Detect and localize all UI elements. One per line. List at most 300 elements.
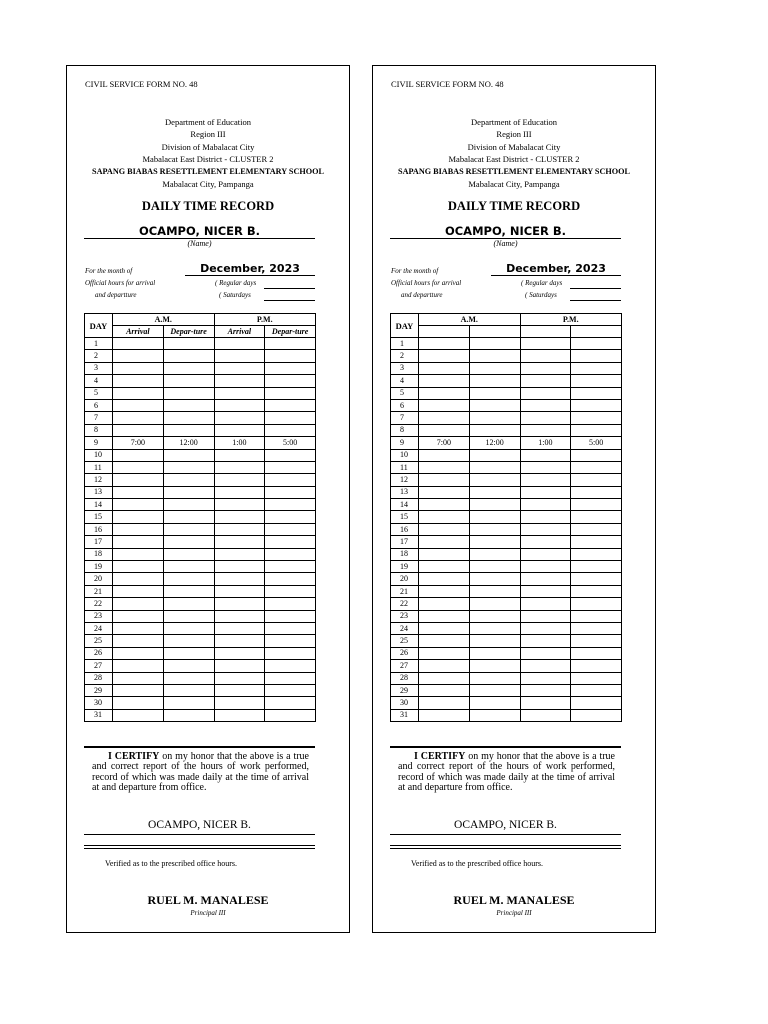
am-header: A.M.	[419, 314, 521, 326]
table-row	[391, 697, 622, 709]
am-arrival-cell	[419, 461, 470, 473]
table-row	[85, 474, 316, 486]
day-cell: 4	[85, 375, 113, 387]
pm-header: P.M.	[520, 314, 622, 326]
pm-departure-cell	[571, 610, 622, 622]
pm-departure-cell	[571, 424, 622, 436]
pm-arrival-cell	[520, 635, 571, 647]
table-row	[85, 511, 316, 523]
pm-departure-cell	[265, 511, 316, 523]
am-arrival-cell	[419, 523, 470, 535]
am-departure-cell	[469, 338, 520, 350]
day-cell: 4	[391, 375, 419, 387]
pm-arrival-cell	[520, 461, 571, 473]
day-cell: 27	[391, 660, 419, 672]
table-row	[85, 338, 316, 350]
am-departure-cell	[163, 399, 214, 411]
am-departure-cell	[469, 350, 520, 362]
pm-arrival-cell	[214, 412, 265, 424]
pm-arrival-cell	[214, 709, 265, 721]
day-cell: 6	[391, 399, 419, 411]
pm-arrival-cell	[520, 449, 571, 461]
day-cell: 22	[85, 598, 113, 610]
pm-arrival-cell	[214, 399, 265, 411]
pm-departure-cell	[265, 499, 316, 511]
am-departure-cell	[469, 709, 520, 721]
am-departure-cell	[469, 561, 520, 573]
pm-departure-cell	[265, 561, 316, 573]
day-cell: 2	[391, 350, 419, 362]
table-row	[85, 387, 316, 399]
am-arrival-cell	[419, 548, 470, 560]
pm-departure-cell	[265, 573, 316, 585]
verified-text: Verified as to the prescribed office hours.	[105, 859, 238, 868]
day-cell: 16	[85, 523, 113, 535]
am-arrival-cell	[419, 598, 470, 610]
header-block	[67, 116, 349, 190]
am-arrival-cell	[113, 375, 164, 387]
am-departure-cell	[163, 474, 214, 486]
pm-departure-cell	[265, 697, 316, 709]
pm-arrival-cell	[214, 362, 265, 374]
pm-departure-cell	[265, 362, 316, 374]
table-row	[85, 437, 316, 449]
am-departure-header: Depar-ture	[163, 326, 214, 338]
regular-days-label: ( Regular days	[521, 279, 563, 287]
pm-arrival-header: Arrival	[214, 326, 265, 338]
am-arrival-cell	[419, 511, 470, 523]
saturdays-field	[570, 300, 621, 301]
am-departure-cell	[469, 486, 520, 498]
am-departure-cell	[163, 499, 214, 511]
double-divider-bottom	[390, 848, 621, 849]
pm-departure-cell	[571, 375, 622, 387]
day-cell: 16	[391, 523, 419, 535]
am-departure-cell	[163, 536, 214, 548]
division-name: Division of Mabalacat City	[161, 141, 255, 152]
pm-departure-cell	[571, 660, 622, 672]
pm-arrival-cell	[520, 350, 571, 362]
day-header: DAY	[391, 314, 419, 338]
pm-arrival-cell	[214, 647, 265, 659]
pm-departure-cell	[571, 622, 622, 634]
am-departure-cell	[469, 449, 520, 461]
am-arrival-cell	[113, 697, 164, 709]
table-row	[391, 474, 622, 486]
table-row	[391, 536, 622, 548]
pm-arrival-cell	[520, 536, 571, 548]
form-number: CIVIL SERVICE FORM NO. 48	[85, 79, 198, 89]
am-departure-cell	[469, 511, 520, 523]
am-header: A.M.	[113, 314, 215, 326]
pm-arrival-cell	[214, 338, 265, 350]
employee-name: OCAMPO, NICER B.	[84, 224, 315, 239]
am-departure-cell	[469, 610, 520, 622]
pm-arrival-cell	[520, 362, 571, 374]
table-row	[85, 660, 316, 672]
table-row	[391, 523, 622, 535]
pm-arrival-cell	[520, 660, 571, 672]
am-departure-cell	[469, 424, 520, 436]
verified-text: Verified as to the prescribed office hours.	[411, 859, 544, 868]
pm-departure-cell	[265, 387, 316, 399]
am-departure-cell	[469, 399, 520, 411]
pm-arrival-cell	[520, 622, 571, 634]
pm-departure-cell	[571, 684, 622, 696]
pm-arrival-cell	[214, 684, 265, 696]
pm-arrival-cell	[214, 697, 265, 709]
am-arrival-cell	[113, 660, 164, 672]
day-cell: 21	[85, 585, 113, 597]
saturdays-field	[264, 300, 315, 301]
pm-arrival-cell	[214, 635, 265, 647]
employee-signature-name: OCAMPO, NICER B.	[148, 819, 251, 831]
am-departure-cell	[163, 660, 214, 672]
day-cell: 18	[85, 548, 113, 560]
day-cell: 9	[391, 437, 419, 449]
pm-arrival-cell	[520, 709, 571, 721]
table-row	[391, 635, 622, 647]
principal-name: RUEL M. MANALESE	[147, 893, 269, 907]
table-row	[391, 709, 622, 721]
pm-departure-cell	[265, 412, 316, 424]
table-row	[85, 561, 316, 573]
pm-departure-cell	[571, 672, 622, 684]
principal-title: Principal III	[190, 909, 226, 917]
pm-arrival-cell	[520, 585, 571, 597]
table-row	[391, 499, 622, 511]
header-block	[373, 116, 655, 190]
certify-divider	[390, 746, 621, 748]
table-row	[391, 672, 622, 684]
region-name: Region III	[190, 129, 226, 140]
table-row	[391, 461, 622, 473]
table-row	[85, 585, 316, 597]
pm-departure-cell: 5:00	[571, 437, 622, 449]
day-cell: 30	[85, 697, 113, 709]
day-cell: 22	[391, 598, 419, 610]
am-departure-cell	[163, 598, 214, 610]
am-departure-cell	[163, 548, 214, 560]
am-arrival-cell	[113, 709, 164, 721]
am-arrival-cell	[113, 511, 164, 523]
pm-departure-cell	[571, 585, 622, 597]
am-arrival-cell	[419, 684, 470, 696]
pm-arrival-cell	[520, 412, 571, 424]
day-cell: 19	[391, 561, 419, 573]
pm-departure-cell	[265, 709, 316, 721]
pm-arrival-cell	[214, 387, 265, 399]
principal-name: RUEL M. MANALESE	[453, 893, 575, 907]
table-row	[391, 622, 622, 634]
saturdays-label: ( Saturdays	[525, 291, 557, 299]
pm-arrival-cell	[520, 523, 571, 535]
table-row	[85, 610, 316, 622]
am-arrival-cell	[419, 635, 470, 647]
table-row	[391, 449, 622, 461]
day-cell: 8	[391, 424, 419, 436]
am-arrival-cell	[419, 486, 470, 498]
am-arrival-cell	[113, 622, 164, 634]
pm-arrival-cell	[214, 511, 265, 523]
region-name: Region III	[496, 129, 532, 140]
day-cell: 12	[391, 474, 419, 486]
pm-departure-cell	[571, 536, 622, 548]
am-departure-cell	[163, 610, 214, 622]
am-arrival-cell	[113, 672, 164, 684]
day-cell: 1	[85, 338, 113, 350]
pm-arrival-cell	[520, 573, 571, 585]
pm-departure-cell	[265, 449, 316, 461]
pm-departure-cell	[571, 338, 622, 350]
form-title: DAILY TIME RECORD	[141, 199, 275, 213]
am-arrival-cell	[113, 449, 164, 461]
table-row	[391, 399, 622, 411]
am-departure-cell	[469, 598, 520, 610]
saturdays-label: ( Saturdays	[219, 291, 251, 299]
pm-departure-cell	[571, 598, 622, 610]
pm-arrival-cell	[214, 375, 265, 387]
day-cell: 24	[391, 622, 419, 634]
pm-departure-cell	[571, 511, 622, 523]
pm-departure-header	[571, 326, 622, 338]
day-cell: 19	[85, 561, 113, 573]
regular-days-field	[264, 288, 315, 289]
pm-arrival-cell	[214, 461, 265, 473]
pm-arrival-cell	[520, 474, 571, 486]
day-cell: 29	[85, 684, 113, 696]
day-cell: 28	[85, 672, 113, 684]
am-arrival-cell	[113, 573, 164, 585]
am-arrival-cell	[419, 573, 470, 585]
pm-departure-cell	[265, 350, 316, 362]
day-cell: 10	[391, 449, 419, 461]
name-caption: (Name)	[493, 239, 518, 248]
month-value: December, 2023	[185, 262, 315, 276]
department-name: Department of Education	[471, 117, 557, 127]
pm-arrival-cell	[214, 672, 265, 684]
table-row	[85, 412, 316, 424]
am-departure-cell	[469, 412, 520, 424]
am-departure-cell	[163, 585, 214, 597]
am-arrival-cell	[113, 362, 164, 374]
dtr-form-2	[372, 65, 656, 933]
pm-arrival-cell	[520, 424, 571, 436]
table-row	[85, 523, 316, 535]
table-row	[85, 548, 316, 560]
am-departure-cell	[163, 709, 214, 721]
am-departure-cell	[469, 660, 520, 672]
table-row	[391, 598, 622, 610]
am-arrival-cell	[113, 412, 164, 424]
pm-departure-cell	[571, 561, 622, 573]
am-arrival-cell	[419, 412, 470, 424]
pm-header: P.M.	[214, 314, 316, 326]
dtr-form-1	[66, 65, 350, 933]
day-cell: 31	[391, 709, 419, 721]
am-departure-cell	[163, 461, 214, 473]
day-cell: 23	[391, 610, 419, 622]
am-departure-header	[469, 326, 520, 338]
employee-signature-name: OCAMPO, NICER B.	[454, 819, 557, 831]
pm-departure-cell	[265, 338, 316, 350]
day-cell: 3	[391, 362, 419, 374]
pm-departure-cell	[571, 548, 622, 560]
table-row	[85, 350, 316, 362]
certify-body: on my honor that the above is a true and correct report of the hours of work performed, record of which was made daily at the time of arrival at and departure from office.	[92, 751, 309, 794]
pm-arrival-cell	[214, 499, 265, 511]
month-label: For the month of	[85, 267, 133, 275]
table-row	[391, 412, 622, 424]
day-cell: 9	[85, 437, 113, 449]
pm-arrival-cell	[214, 561, 265, 573]
am-arrival-cell	[419, 362, 470, 374]
table-row	[391, 511, 622, 523]
certify-heading: I CERTIFY	[414, 751, 466, 762]
day-cell: 21	[391, 585, 419, 597]
day-cell: 26	[85, 647, 113, 659]
table-row	[391, 486, 622, 498]
am-departure-cell	[469, 474, 520, 486]
table-row	[85, 709, 316, 721]
pm-arrival-cell	[520, 548, 571, 560]
table-row	[391, 647, 622, 659]
am-departure-cell	[469, 536, 520, 548]
am-departure-cell	[163, 523, 214, 535]
am-arrival-cell	[419, 350, 470, 362]
am-arrival-cell	[419, 499, 470, 511]
table-row	[391, 610, 622, 622]
am-departure-cell	[469, 585, 520, 597]
pm-arrival-cell	[214, 610, 265, 622]
day-cell: 25	[85, 635, 113, 647]
table-row	[391, 375, 622, 387]
day-cell: 8	[85, 424, 113, 436]
pm-departure-cell	[265, 375, 316, 387]
am-arrival-cell	[113, 486, 164, 498]
table-row	[391, 561, 622, 573]
division-name: Division of Mabalacat City	[467, 141, 561, 152]
day-cell: 14	[85, 499, 113, 511]
certification-text	[92, 752, 309, 794]
pm-arrival-cell	[520, 387, 571, 399]
table-row	[85, 449, 316, 461]
double-divider-top	[390, 845, 621, 846]
day-cell: 30	[391, 697, 419, 709]
pm-departure-cell	[571, 709, 622, 721]
am-departure-cell	[469, 635, 520, 647]
am-departure-cell	[163, 387, 214, 399]
am-departure-cell	[469, 375, 520, 387]
pm-arrival-cell	[520, 610, 571, 622]
day-cell: 12	[85, 474, 113, 486]
am-departure-cell	[163, 424, 214, 436]
pm-arrival-cell	[214, 424, 265, 436]
table-row	[85, 499, 316, 511]
pm-departure-cell	[571, 387, 622, 399]
table-row	[85, 684, 316, 696]
day-cell: 13	[85, 486, 113, 498]
pm-departure-cell	[265, 598, 316, 610]
am-departure-cell	[163, 622, 214, 634]
table-row	[391, 424, 622, 436]
pm-departure-cell	[265, 635, 316, 647]
pm-arrival-cell	[214, 486, 265, 498]
pm-departure-cell	[265, 610, 316, 622]
pm-departure-cell	[571, 499, 622, 511]
table-body	[391, 338, 622, 722]
am-departure-cell	[163, 511, 214, 523]
pm-arrival-cell	[214, 449, 265, 461]
day-cell: 17	[391, 536, 419, 548]
pm-departure-cell	[265, 660, 316, 672]
am-arrival-cell: 7:00	[113, 437, 164, 449]
am-arrival-cell	[113, 424, 164, 436]
pm-arrival-cell	[520, 375, 571, 387]
department-name: Department of Education	[165, 117, 251, 127]
signature-line	[84, 834, 315, 835]
official-hours-label: Official hours for arrival	[85, 279, 156, 287]
day-cell: 14	[391, 499, 419, 511]
table-row	[85, 424, 316, 436]
pm-arrival-cell	[214, 474, 265, 486]
day-cell: 29	[391, 684, 419, 696]
pm-departure-cell	[571, 523, 622, 535]
day-cell: 20	[391, 573, 419, 585]
day-cell: 23	[85, 610, 113, 622]
pm-arrival-cell	[520, 672, 571, 684]
table-row	[85, 486, 316, 498]
am-arrival-cell	[419, 709, 470, 721]
pm-arrival-cell	[214, 536, 265, 548]
day-cell: 6	[85, 399, 113, 411]
pm-arrival-cell	[214, 523, 265, 535]
pm-departure-cell	[265, 486, 316, 498]
pm-departure-cell	[571, 461, 622, 473]
am-departure-cell	[163, 635, 214, 647]
day-cell: 5	[391, 387, 419, 399]
table-row	[391, 548, 622, 560]
name-caption: (Name)	[187, 239, 212, 248]
day-cell: 24	[85, 622, 113, 634]
pm-departure-cell	[265, 622, 316, 634]
pm-departure-cell: 5:00	[265, 437, 316, 449]
pm-arrival-cell	[214, 585, 265, 597]
day-cell: 1	[391, 338, 419, 350]
am-arrival-cell	[419, 536, 470, 548]
am-arrival-cell	[113, 350, 164, 362]
day-cell: 17	[85, 536, 113, 548]
table-body	[85, 338, 316, 722]
pm-arrival-cell	[520, 647, 571, 659]
am-departure-cell	[163, 672, 214, 684]
am-departure-cell	[163, 375, 214, 387]
table-row	[85, 697, 316, 709]
day-cell: 28	[391, 672, 419, 684]
pm-departure-cell	[265, 523, 316, 535]
district-name: Mabalacat East District - CLUSTER 2	[448, 154, 580, 165]
am-departure-cell	[469, 672, 520, 684]
time-record-table	[390, 313, 622, 722]
pm-arrival-cell	[214, 598, 265, 610]
time-record-table	[84, 313, 316, 722]
table-row	[391, 585, 622, 597]
table-row	[391, 437, 622, 449]
pm-departure-cell	[571, 647, 622, 659]
am-arrival-cell	[113, 399, 164, 411]
day-cell: 3	[85, 362, 113, 374]
table-row	[391, 387, 622, 399]
